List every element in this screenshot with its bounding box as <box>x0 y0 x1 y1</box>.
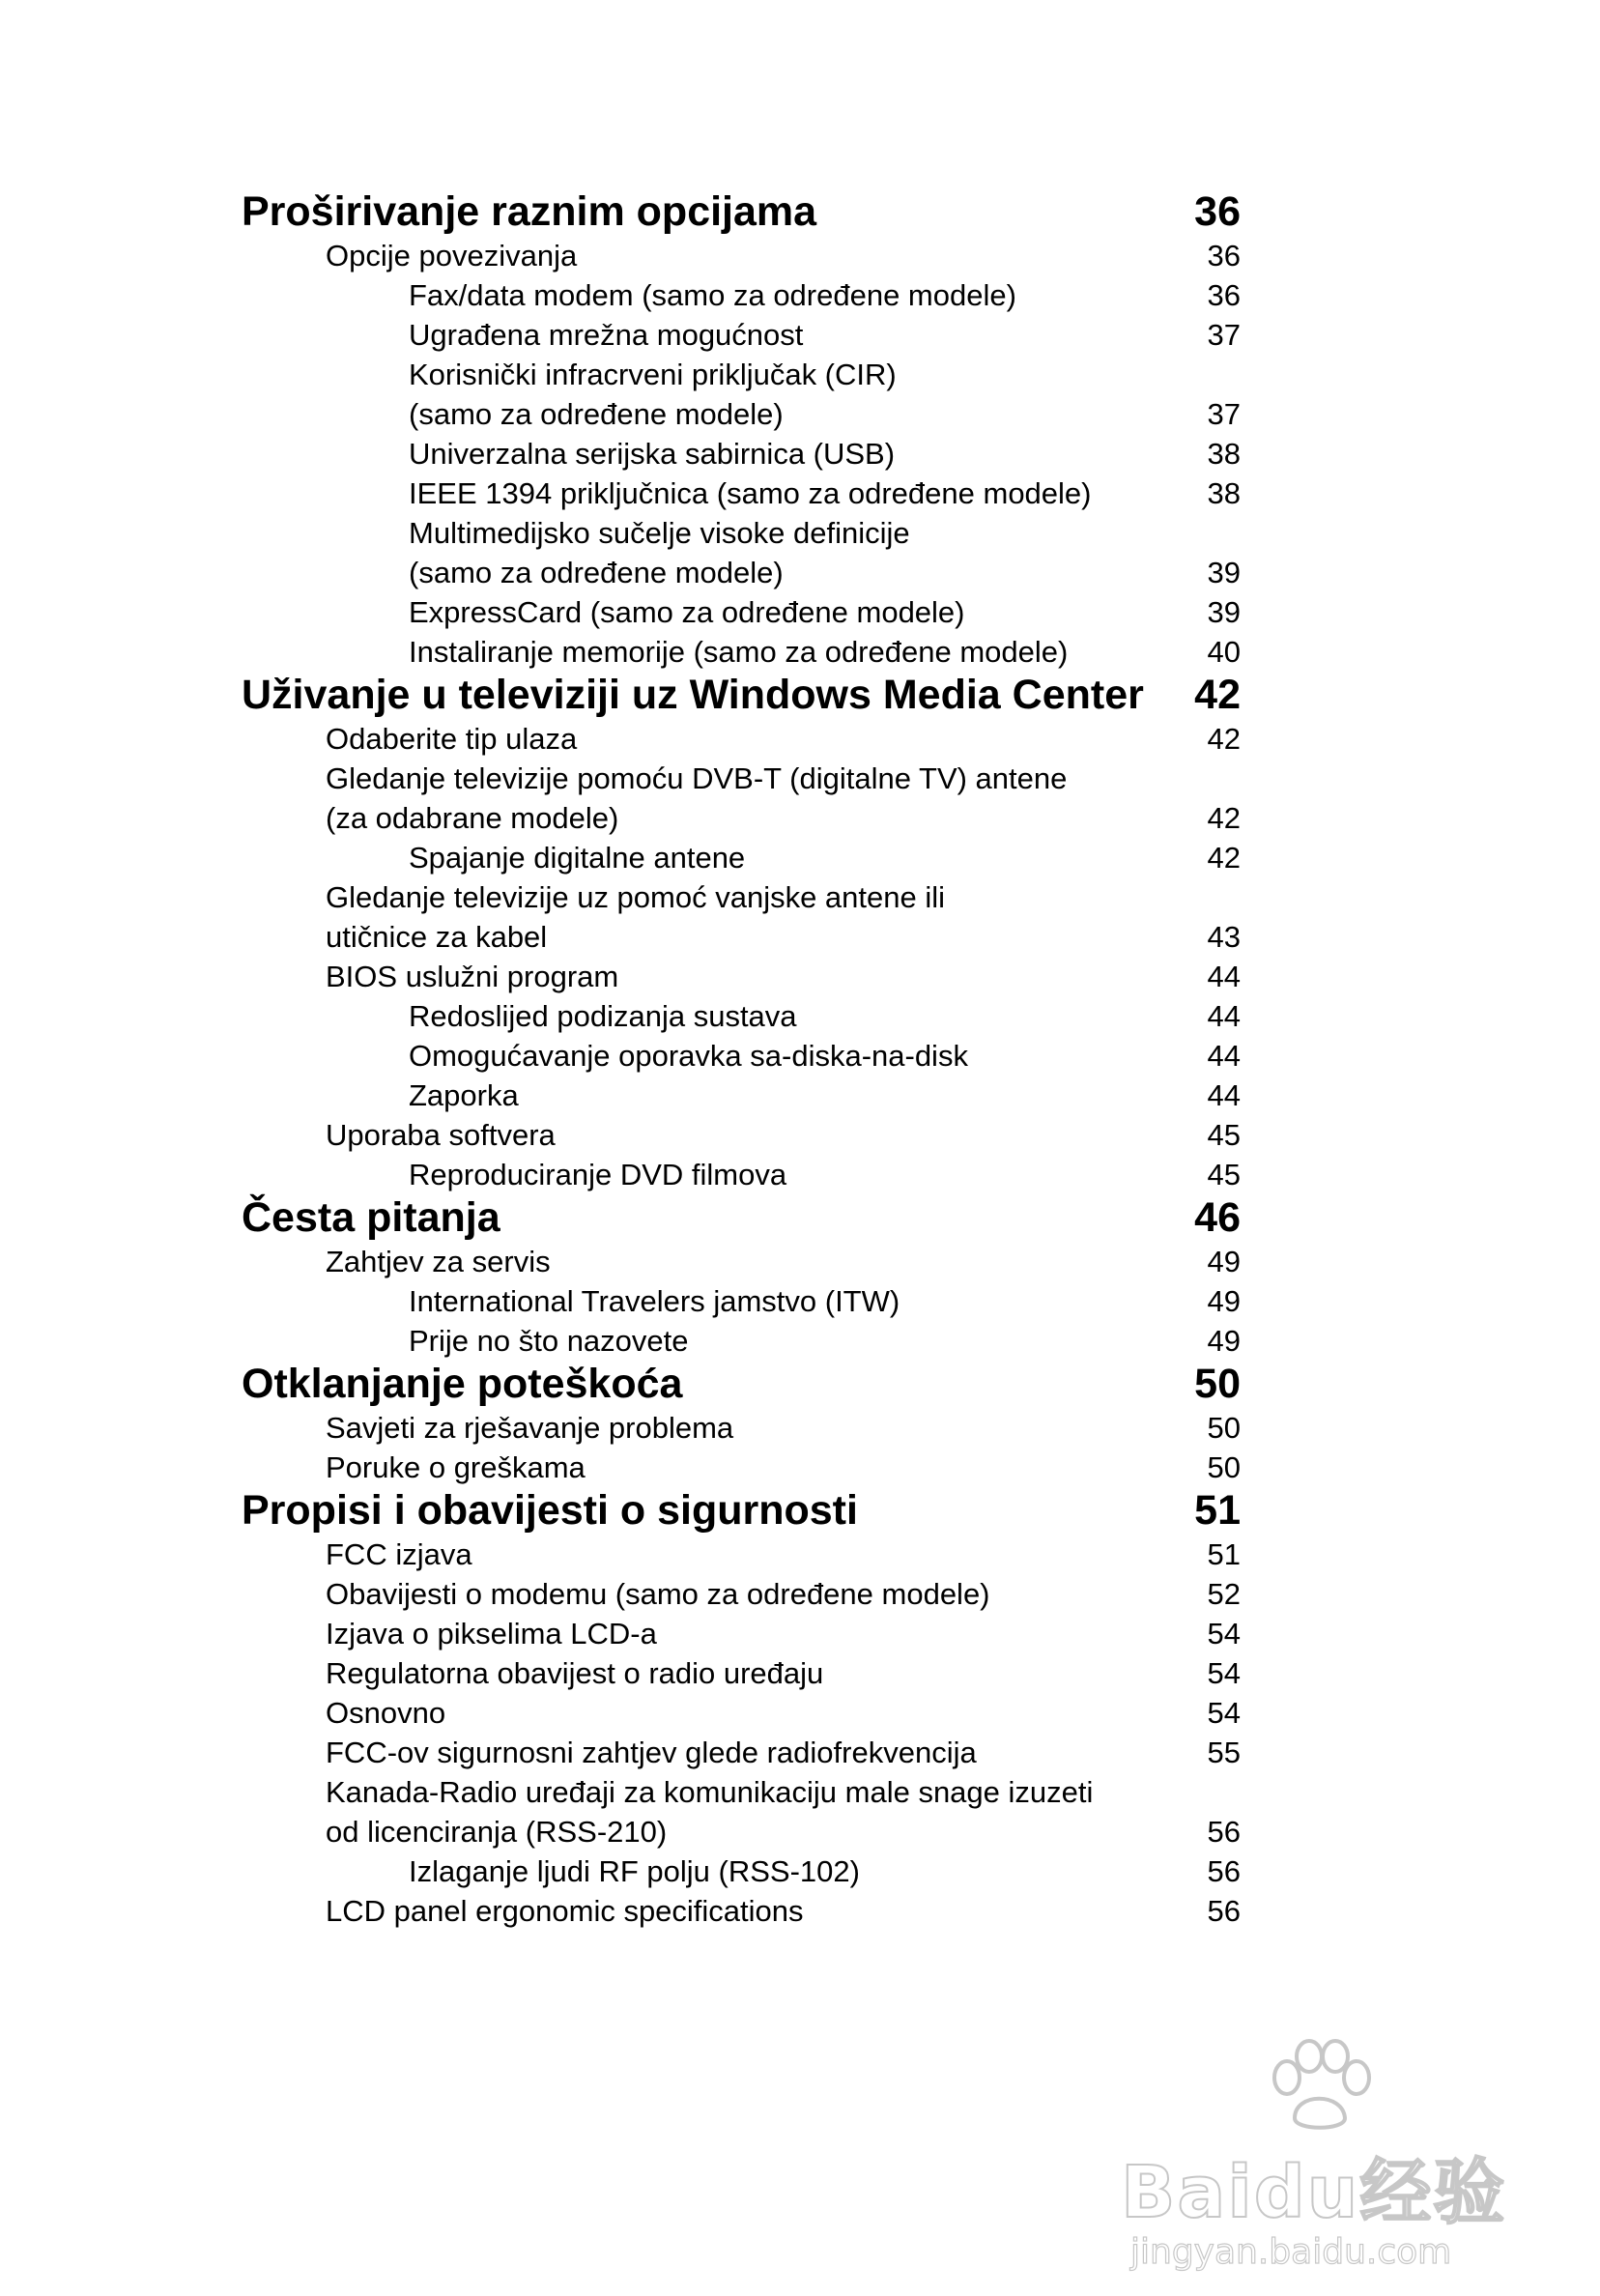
toc-title: Regulatorna obavijest o radio uređaju <box>326 1656 824 1690</box>
toc-title: Redoslijed podizanja sustava <box>409 999 797 1033</box>
toc-section[interactable] <box>0 1772 1600 1812</box>
toc-page-number: 56 <box>1207 1815 1241 1849</box>
toc-page-number: 39 <box>1207 595 1241 629</box>
toc-page-number: 36 <box>1207 239 1241 273</box>
toc-page-number: 40 <box>1207 635 1241 669</box>
table-of-contents <box>0 188 1600 1931</box>
toc-page-number: 49 <box>1207 1245 1241 1278</box>
toc-section[interactable] <box>0 236 1600 275</box>
toc-title: FCC izjava <box>326 1537 472 1571</box>
toc-section[interactable] <box>0 1812 1600 1851</box>
toc-subsection[interactable] <box>0 838 1600 877</box>
toc-subsection[interactable] <box>0 315 1600 355</box>
toc-title: (za odabrane modele) <box>326 801 619 835</box>
toc-page-number: 54 <box>1207 1696 1241 1730</box>
toc-page-number: 42 <box>1194 672 1241 718</box>
toc-section[interactable] <box>0 1653 1600 1693</box>
toc-title: Fax/data modem (samo za određene modele) <box>409 278 1016 312</box>
toc-title: Kanada-Radio uređaji za komunikaciju male snage izuzeti <box>326 1775 1094 1809</box>
toc-subsection[interactable] <box>0 1321 1600 1361</box>
toc-title: LCD panel ergonomic specifications <box>326 1894 804 1928</box>
toc-section[interactable] <box>0 1693 1600 1733</box>
toc-subsection[interactable] <box>0 513 1600 553</box>
toc-title: Uporaba softvera <box>326 1118 556 1152</box>
toc-subsection[interactable] <box>0 1851 1600 1891</box>
toc-section[interactable] <box>0 1733 1600 1772</box>
toc-title: Česta pitanja <box>242 1194 500 1241</box>
toc-page-number: 52 <box>1207 1577 1241 1611</box>
toc-title: od licenciranja (RSS-210) <box>326 1815 668 1849</box>
toc-page-number: 36 <box>1194 188 1241 235</box>
toc-title: (samo za određene modele) <box>409 556 784 589</box>
toc-title: Gledanje televizije uz pomoć vanjske antene ili <box>326 880 946 914</box>
toc-page-number: 56 <box>1207 1894 1241 1928</box>
toc-section[interactable] <box>0 877 1600 917</box>
toc-page-number: 38 <box>1207 476 1241 510</box>
toc-subsection[interactable] <box>0 434 1600 474</box>
watermark-url: jingyan.baidu.com <box>1130 2232 1452 2272</box>
toc-title: Propisi i obavijesti o sigurnosti <box>242 1487 858 1534</box>
toc-chapter[interactable] <box>0 1487 1600 1535</box>
toc-page-number: 56 <box>1207 1854 1241 1888</box>
toc-title: (samo za određene modele) <box>409 397 784 431</box>
toc-page-number: 45 <box>1207 1158 1241 1191</box>
toc-title: Otklanjanje poteškoća <box>242 1361 683 1407</box>
toc-title: Izlaganje ljudi RF polju (RSS-102) <box>409 1854 860 1888</box>
toc-section[interactable] <box>0 1891 1600 1931</box>
toc-title: Instaliranje memorije (samo za određene modele) <box>409 635 1069 669</box>
toc-section[interactable] <box>0 917 1600 957</box>
toc-title: Multimedijsko sučelje visoke definicije <box>409 516 910 550</box>
toc-title: Ugrađena mrežna mogućnost <box>409 318 804 352</box>
toc-title: Korisnički infracrveni priključak (CIR) <box>409 358 897 391</box>
toc-section[interactable] <box>0 759 1600 798</box>
toc-title: Omogućavanje oporavka sa-diska-na-disk <box>409 1039 968 1073</box>
toc-title: ExpressCard (samo za određene modele) <box>409 595 965 629</box>
toc-subsection[interactable] <box>0 1155 1600 1194</box>
toc-title: International Travelers jamstvo (ITW) <box>409 1284 900 1318</box>
toc-section[interactable] <box>0 1408 1600 1448</box>
toc-section[interactable] <box>0 1448 1600 1487</box>
toc-title: Poruke o greškama <box>326 1450 586 1484</box>
toc-chapter[interactable] <box>0 672 1600 719</box>
toc-subsection[interactable] <box>0 355 1600 394</box>
toc-title: IEEE 1394 priključnica (samo za određene modele) <box>409 476 1092 510</box>
toc-page-number: 43 <box>1207 920 1241 954</box>
watermark-brand: Baidu经验 <box>1121 2151 1507 2234</box>
toc-page-number: 45 <box>1207 1118 1241 1152</box>
toc-title: Izjava o pikselima LCD-a <box>326 1617 657 1650</box>
toc-title: utičnice za kabel <box>326 920 548 954</box>
toc-title: Proširivanje raznim opcijama <box>242 188 817 235</box>
toc-page-number: 36 <box>1207 278 1241 312</box>
toc-page-number: 44 <box>1207 999 1241 1033</box>
toc-subsection[interactable] <box>0 1076 1600 1115</box>
toc-section[interactable] <box>0 1574 1600 1614</box>
toc-page-number: 44 <box>1207 1039 1241 1073</box>
toc-title: Obavijesti o modemu (samo za određene modele) <box>326 1577 990 1611</box>
toc-title: Gledanje televizije pomoću DVB-T (digitalne TV) antene <box>326 761 1068 795</box>
toc-title: Zahtjev za servis <box>326 1245 551 1278</box>
toc-page-number: 50 <box>1207 1411 1241 1445</box>
toc-chapter[interactable] <box>0 1361 1600 1408</box>
toc-chapter[interactable] <box>0 1194 1600 1242</box>
toc-page-number: 51 <box>1194 1487 1241 1534</box>
toc-subsection[interactable] <box>0 553 1600 592</box>
toc-page-number: 42 <box>1207 722 1241 756</box>
toc-page-number: 54 <box>1207 1617 1241 1650</box>
toc-title: Zaporka <box>409 1078 519 1112</box>
toc-page-number: 39 <box>1207 556 1241 589</box>
baidu-watermark <box>1121 2039 1507 2271</box>
toc-title: Uživanje u televiziji uz Windows Media Center <box>242 672 1144 718</box>
toc-page-number: 51 <box>1207 1537 1241 1571</box>
toc-title: Univerzalna serijska sabirnica (USB) <box>409 437 896 471</box>
toc-section[interactable] <box>0 1115 1600 1155</box>
toc-title: FCC-ov sigurnosni zahtjev glede radiofrekvencija <box>326 1736 977 1769</box>
toc-page-number: 49 <box>1207 1324 1241 1358</box>
toc-subsection[interactable] <box>0 632 1600 672</box>
toc-page-number: 44 <box>1207 960 1241 993</box>
toc-page-number: 44 <box>1207 1078 1241 1112</box>
toc-page-number: 42 <box>1207 841 1241 875</box>
toc-subsection[interactable] <box>0 592 1600 632</box>
toc-section[interactable] <box>0 957 1600 996</box>
toc-subsection[interactable] <box>0 275 1600 315</box>
toc-page-number: 50 <box>1194 1361 1241 1407</box>
paw-icon <box>1266 2039 1372 2131</box>
toc-subsection[interactable] <box>0 996 1600 1036</box>
toc-subsection[interactable] <box>0 1036 1600 1076</box>
toc-subsection[interactable] <box>0 474 1600 513</box>
toc-subsection[interactable] <box>0 1281 1600 1321</box>
toc-page-number: 54 <box>1207 1656 1241 1690</box>
toc-title: BIOS uslužni program <box>326 960 619 993</box>
toc-page-number: 49 <box>1207 1284 1241 1318</box>
toc-section[interactable] <box>0 798 1600 838</box>
toc-page-number: 55 <box>1207 1736 1241 1769</box>
toc-page-number: 46 <box>1194 1194 1241 1241</box>
toc-title: Spajanje digitalne antene <box>409 841 746 875</box>
toc-page-number: 42 <box>1207 801 1241 835</box>
toc-page-number: 37 <box>1207 397 1241 431</box>
toc-title: Odaberite tip ulaza <box>326 722 578 756</box>
toc-page-number: 37 <box>1207 318 1241 352</box>
toc-title: Savjeti za rješavanje problema <box>326 1411 734 1445</box>
toc-section[interactable] <box>0 719 1600 759</box>
toc-section[interactable] <box>0 1242 1600 1281</box>
toc-title: Opcije povezivanja <box>326 239 578 273</box>
toc-title: Prije no što nazovete <box>409 1324 689 1358</box>
toc-title: Reproduciranje DVD filmova <box>409 1158 787 1191</box>
toc-subsection[interactable] <box>0 394 1600 434</box>
toc-page-number: 50 <box>1207 1450 1241 1484</box>
toc-title: Osnovno <box>326 1696 446 1730</box>
toc-section[interactable] <box>0 1535 1600 1574</box>
toc-section[interactable] <box>0 1614 1600 1653</box>
toc-page-number: 38 <box>1207 437 1241 471</box>
toc-chapter[interactable] <box>0 188 1600 236</box>
